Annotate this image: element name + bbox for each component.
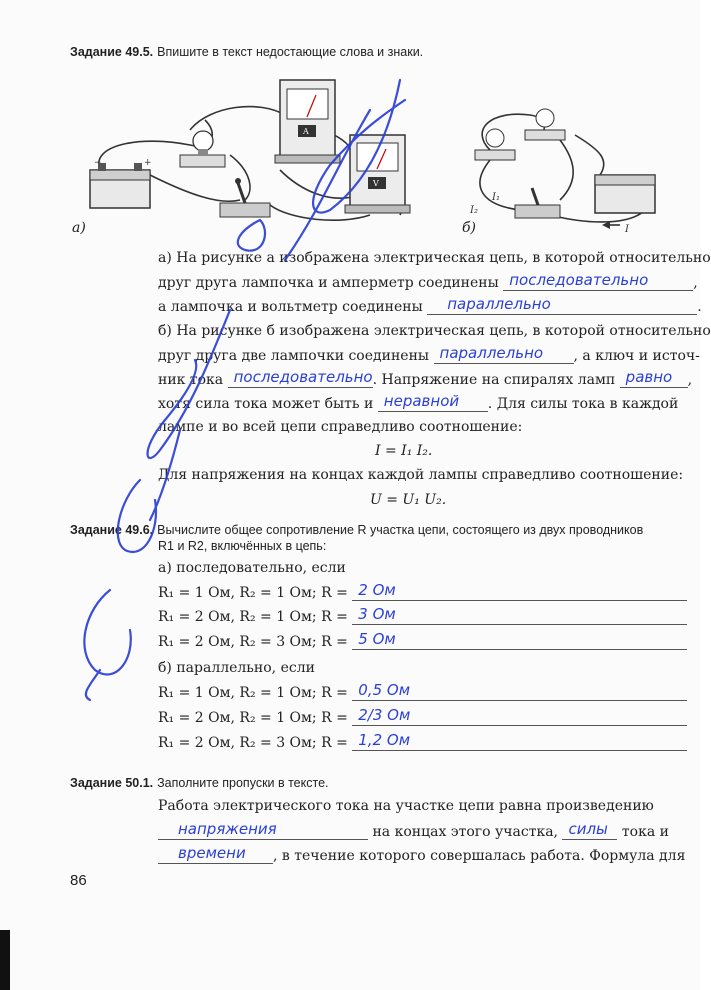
answer-blank[interactable] — [352, 706, 687, 726]
battery-icon — [90, 158, 152, 208]
switch-icon — [220, 178, 270, 217]
answer-blank[interactable] — [562, 820, 617, 840]
svg-text:A: A — [303, 127, 309, 136]
page-number: 86 — [70, 872, 87, 889]
task-instruction: Вычислите общее сопротивление R участка цепи, состоящего из двух проводников — [157, 523, 644, 537]
text-line: б) На рисунке б изображена электрическая цепь, в которой относительно — [158, 323, 711, 339]
handwritten-answer: 5 Ом — [358, 630, 396, 648]
answer-blank[interactable] — [503, 271, 693, 291]
handwritten-answer: 3 Ом — [358, 605, 396, 623]
resistance-row: R₁ = 1 Ом, R₂ = 1 Ом; R = 2 Ом — [158, 584, 687, 601]
text-line: Для напряжения на концах каждой лампы справедливо соотношение: — [158, 467, 684, 483]
switch-icon — [515, 188, 560, 218]
resistance-row: R₁ = 2 Ом, R₂ = 3 Ом; R = 1,2 Ом — [158, 734, 687, 751]
svg-text:+: + — [144, 158, 152, 168]
text-line: лампе и во всей цепи справедливо соотношение: — [158, 419, 523, 435]
scan-edge — [0, 930, 10, 990]
lamp-icon — [180, 131, 225, 167]
answer-blank[interactable] — [158, 820, 368, 840]
answer-blank[interactable] — [352, 605, 687, 625]
resistance-row: R₁ = 2 Ом, R₂ = 1 Ом; R = 3 Ом — [158, 608, 687, 625]
formula-current: I = I₁ I₂. — [375, 443, 433, 459]
text-line: времени , в течение которого совершалась работа. Формула для — [158, 847, 685, 864]
circuit-figure-b — [460, 100, 670, 235]
series-heading: а) последовательно, если — [158, 560, 346, 576]
answer-blank[interactable] — [352, 731, 687, 751]
handwritten-answer: времени — [178, 844, 246, 862]
answer-blank[interactable] — [352, 581, 687, 601]
lamp-1-icon — [475, 129, 515, 160]
answer-blank[interactable] — [228, 368, 373, 388]
text-line: ник тока последовательно . Напряжение на спиралях ламп равно , — [158, 368, 693, 388]
handwritten-answer: последовательно — [233, 368, 373, 386]
overlay-text: списано — [70, 70, 75, 71]
current-label-i2: I₂ — [470, 205, 478, 216]
task-label: Задание 49.5. — [70, 45, 154, 59]
task-label: Задание 50.1. — [70, 776, 154, 790]
handwritten-answer: равно — [625, 368, 673, 386]
answer-blank[interactable] — [620, 368, 688, 388]
svg-text:V: V — [373, 179, 379, 188]
text-line: а) На рисунке а изображена электрическая цепь, в которой относительно — [158, 250, 711, 266]
handwritten-answer: 1,2 Ом — [358, 731, 411, 749]
handwritten-answer: 2 Ом — [358, 581, 396, 599]
handwritten-answer: силы — [568, 820, 608, 838]
handwritten-answer: 0,5 Ом — [358, 681, 411, 699]
figure-b-label: б) — [462, 220, 477, 236]
answer-blank[interactable] — [158, 844, 273, 864]
task-49-6-heading — [70, 522, 643, 537]
handwritten-answer: параллельно — [447, 295, 551, 313]
current-label-i: I — [625, 224, 629, 235]
task-50-1-heading — [70, 775, 329, 790]
svg-text:−: − — [94, 158, 102, 168]
answer-blank[interactable] — [434, 344, 574, 364]
current-label-i1: I₁ — [492, 192, 500, 203]
handwritten-answer: напряжения — [178, 820, 277, 838]
text-line: а лампочка и вольтметр соединены параллельно . — [158, 295, 702, 315]
handwritten-answer: 2/3 Ом — [358, 706, 411, 724]
resistance-row: R₁ = 2 Ом, R₂ = 1 Ом; R = 2/3 Ом — [158, 709, 687, 726]
text-line: друг друга лампочка и амперметр соединены последовательно , — [158, 271, 698, 291]
answer-blank[interactable] — [352, 630, 687, 650]
text-line: хотя сила тока может быть и неравной . Для силы тока в каждой — [158, 392, 679, 412]
answer-blank[interactable] — [352, 681, 687, 701]
text-line: Работа электрического тока на участке цепи равна произведению — [158, 798, 654, 814]
resistance-row: R₁ = 1 Ом, R₂ = 1 Ом; R = 0,5 Ом — [158, 684, 687, 701]
answer-blank[interactable] — [378, 392, 488, 412]
task-label: Задание 49.6. — [70, 523, 154, 537]
task-instruction: Заполните пропуски в тексте. — [157, 776, 329, 790]
answer-blank[interactable] — [427, 295, 697, 315]
battery-icon — [595, 175, 655, 213]
task-49-5-heading — [70, 44, 423, 59]
voltmeter-icon — [345, 135, 410, 213]
parallel-heading: б) параллельно, если — [158, 660, 315, 676]
lamp-2-icon — [525, 109, 565, 140]
ammeter-icon — [275, 80, 340, 163]
handwritten-answer: параллельно — [439, 344, 544, 362]
handwritten-answer: последовательно — [509, 271, 649, 289]
task-instruction-cont: R1 и R2, включённых в цепь: — [158, 539, 327, 553]
text-line: напряжения на концах этого участка, силы тока и — [158, 823, 669, 840]
text-line: друг друга две лампочки соединены параллельно , а ключ и источ- — [158, 344, 700, 364]
figure-a-label: а) — [72, 220, 86, 236]
task-instruction: Впишите в текст недостающие слова и знаки. — [157, 45, 424, 59]
handwritten-answer: неравной — [383, 392, 460, 410]
resistance-row: R₁ = 2 Ом, R₂ = 3 Ом; R = 5 Ом — [158, 633, 687, 650]
circuit-figure-a — [80, 75, 450, 235]
formula-voltage: U = U₁ U₂. — [370, 492, 447, 508]
